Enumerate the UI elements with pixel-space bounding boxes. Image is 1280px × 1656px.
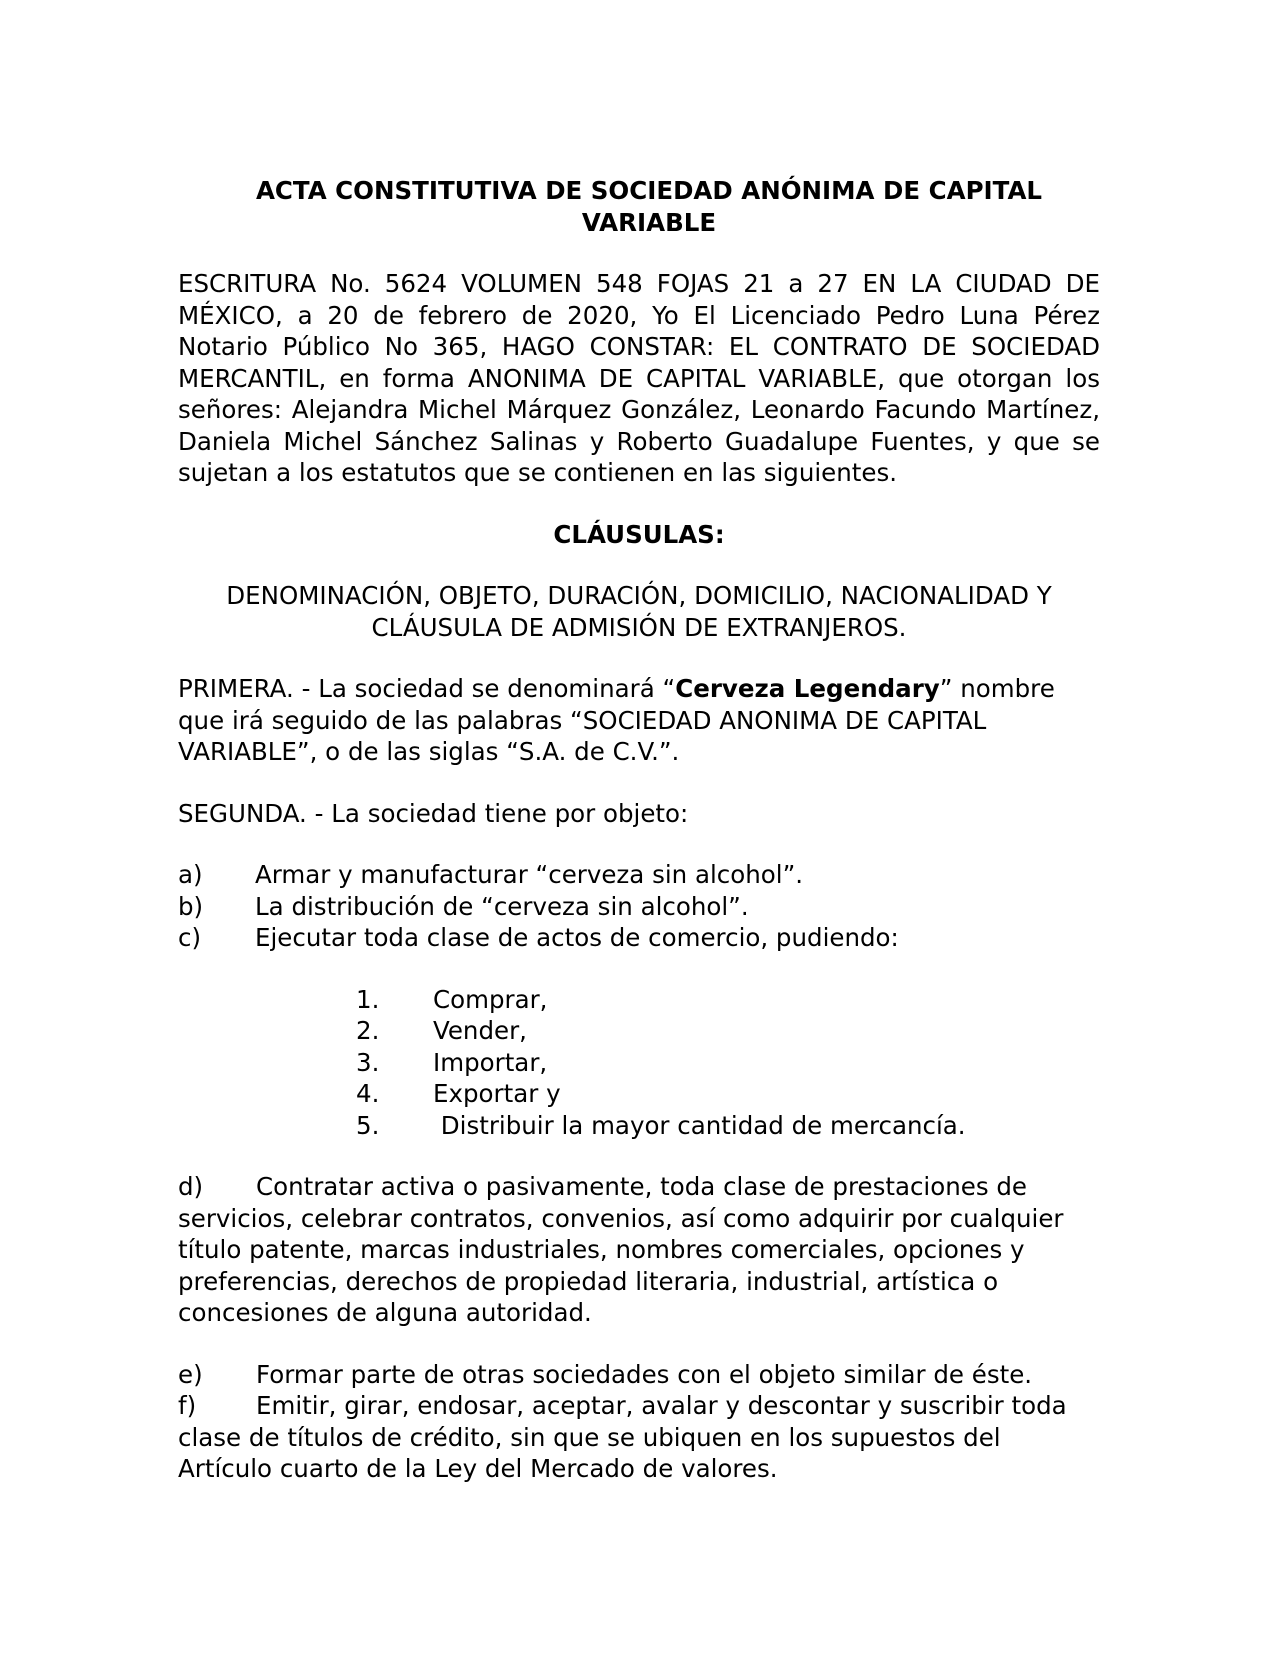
item-number: 1. (356, 984, 380, 1014)
objeto-list (178, 859, 1100, 954)
item-number: 3. (356, 1047, 380, 1077)
list-letter: c) (178, 923, 202, 952)
numbered-item (356, 1015, 1100, 1047)
numbered-item (356, 984, 1100, 1016)
item-text: Emitir, girar, endosar, aceptar, avalar y descontar y suscribir toda clase de títulos de crédito, sin que se ubiquen en los supuestos del Artículo cuarto de la Ley del Mercado de valores. (178, 1391, 1067, 1483)
clausulas-heading: CLÁUSULAS: (553, 519, 725, 549)
numbered-list (356, 984, 1100, 1142)
clause-primera (178, 673, 1100, 768)
item-text: Importar, (433, 1047, 548, 1077)
list-item (178, 859, 1100, 891)
list-text: Armar y manufacturar “cerveza sin alcohol”. (255, 860, 804, 889)
item-number: 5. (356, 1110, 380, 1140)
item-text: Distribuir la mayor cantidad de mercancía. (433, 1110, 966, 1140)
clause-item-d (178, 1171, 1100, 1329)
item-letter: f) (178, 1391, 197, 1420)
numbered-item (356, 1110, 1100, 1142)
section-heading: DENOMINACIÓN, OBJETO, DURACIÓN, DOMICILIO, NACIONALIDAD Y CLÁUSULA DE ADMISIÓN DE EXTRANJEROS. (226, 581, 1052, 642)
item-number: 2. (356, 1016, 380, 1045)
item-letter: e) (178, 1359, 203, 1389)
document-page (178, 175, 1100, 1485)
item-text: Formar parte de otras sociedades con el objeto similar de éste. (256, 1359, 1033, 1389)
list-letter: b) (178, 891, 204, 921)
clause-item-e (178, 1359, 1100, 1391)
list-text: Ejecutar toda clase de actos de comercio, pudiendo: (255, 923, 899, 952)
list-text: La distribución de “cerveza sin alcohol”. (255, 891, 749, 921)
primera-text-after: ” nombre que irá seguido de las palabras “SOCIEDAD ANONIMA DE CAPITAL VARIABLE”, o de las siglas “S.A. de C.V.”. (178, 674, 1055, 766)
numbered-item (356, 1078, 1100, 1110)
item-text: Comprar, (433, 984, 548, 1014)
item-text: Exportar y (433, 1079, 561, 1108)
intro-paragraph: ESCRITURA No. 5624 VOLUMEN 548 FOJAS 21 a 27 EN LA CIUDAD DE MÉXICO, a 20 de febrero de 2020, Yo El Licenciado Pedro Luna Pérez Notario Público No 365, HAGO CONSTAR: EL CONTRATO DE SOCIEDAD MERCANTIL, en forma ANONIMA DE CAPITAL VARIABLE, que otorgan los señores: Alejandra Michel Márquez González, Leonardo Facundo Martínez, Daniela Michel Sánchez Salinas y Roberto Guadalupe Fuentes, y que se sujetan a los estatutos que se contienen en las siguientes. (178, 269, 1100, 487)
company-name: Cerveza Legendary (675, 674, 940, 703)
list-item (178, 891, 1100, 923)
clause-item-f (178, 1390, 1100, 1485)
item-text: Vender, (433, 1016, 527, 1045)
item-letter: d) (178, 1172, 204, 1201)
document-title: ACTA CONSTITUTIVA DE SOCIEDAD ANÓNIMA DE CAPITAL VARIABLE (255, 176, 1043, 237)
list-letter: a) (178, 860, 203, 889)
numbered-item (356, 1047, 1100, 1079)
item-number: 4. (356, 1079, 380, 1108)
list-item (178, 922, 1100, 954)
primera-text-before: PRIMERA. - La sociedad se denominará “ (178, 674, 676, 703)
clause-segunda: SEGUNDA. - La sociedad tiene por objeto: (178, 798, 689, 828)
item-text: Contratar activa o pasivamente, toda clase de prestaciones de servicios, celebrar contratos, convenios, así como adquirir por cualquier título patente, marcas industriales, nombres comerciales, opciones y preferencias, derechos de propiedad literaria, industrial, artística o concesiones de alguna autoridad. (178, 1172, 1064, 1327)
